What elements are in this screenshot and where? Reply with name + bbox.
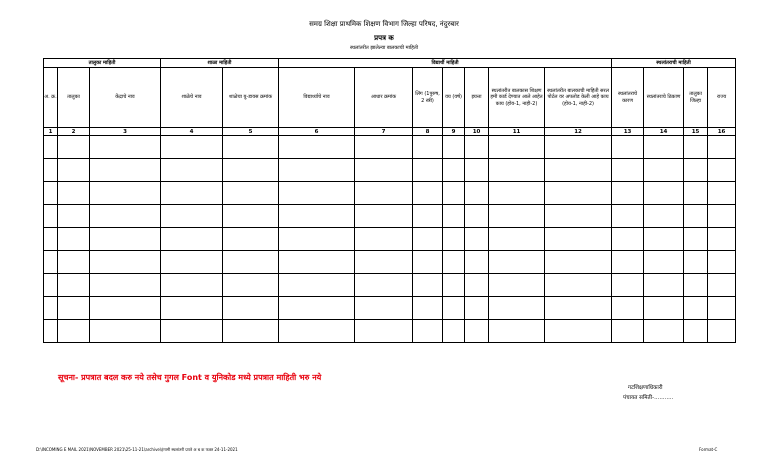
table-cell[interactable] — [644, 274, 684, 297]
table-cell[interactable] — [644, 205, 684, 228]
table-cell[interactable] — [465, 251, 489, 274]
table-cell[interactable] — [708, 251, 736, 274]
table-cell[interactable] — [44, 320, 58, 343]
table-cell[interactable] — [90, 320, 161, 343]
table-cell[interactable] — [413, 251, 443, 274]
col-taluka-district: तालुका जिल्हा — [684, 68, 708, 128]
table-cell[interactable] — [708, 182, 736, 205]
col-number: 8 — [413, 128, 443, 136]
col-saral-upload: स्थलांतरीत बालकाची माहिती सरल पोर्टल वर अपलोड केली आहे काय (होय-1, नाही-2) — [545, 68, 612, 128]
table-cell[interactable] — [489, 182, 545, 205]
column-number-row — [44, 128, 736, 136]
table-cell[interactable] — [223, 159, 279, 182]
table-cell[interactable] — [443, 274, 465, 297]
table-cell[interactable] — [612, 274, 644, 297]
table-cell[interactable] — [44, 297, 58, 320]
table-cell[interactable] — [90, 297, 161, 320]
col-student-name: विद्यार्थ्याचे नाव — [279, 68, 355, 128]
table-cell[interactable] — [413, 136, 443, 159]
table-cell[interactable] — [684, 320, 708, 343]
col-state: राज्य — [708, 68, 736, 128]
table-cell[interactable] — [545, 297, 612, 320]
col-number: 9 — [443, 128, 465, 136]
col-number: 11 — [489, 128, 545, 136]
col-number: 7 — [355, 128, 413, 136]
table-cell[interactable] — [465, 274, 489, 297]
col-number: 10 — [465, 128, 489, 136]
table-cell[interactable] — [684, 136, 708, 159]
table-cell[interactable] — [413, 274, 443, 297]
table-cell[interactable] — [355, 251, 413, 274]
table-cell[interactable] — [443, 182, 465, 205]
col-guarantee-card: स्थलांतरीत बालकास शिक्षण हमी कार्ड देण्यात आले आहेत काय (होय-1, नाही-2) — [489, 68, 545, 128]
table-row — [44, 159, 736, 182]
table-row — [44, 297, 736, 320]
table-cell[interactable] — [58, 182, 90, 205]
col-sr-no: अ. क्र. — [44, 68, 58, 128]
table-cell[interactable] — [90, 182, 161, 205]
table-cell[interactable] — [708, 228, 736, 251]
table-row — [44, 274, 736, 297]
table-cell[interactable] — [58, 320, 90, 343]
col-age: वय (वर्ष) — [443, 68, 465, 128]
table-cell[interactable] — [612, 228, 644, 251]
table-cell[interactable] — [90, 251, 161, 274]
table-body — [44, 136, 736, 343]
col-number: 5 — [223, 128, 279, 136]
table-cell[interactable] — [58, 251, 90, 274]
table-cell[interactable] — [443, 320, 465, 343]
table-cell[interactable] — [684, 297, 708, 320]
table-cell[interactable] — [465, 159, 489, 182]
table-cell[interactable] — [58, 274, 90, 297]
table-cell[interactable] — [44, 205, 58, 228]
col-number: 15 — [684, 128, 708, 136]
table-cell[interactable] — [58, 297, 90, 320]
table-cell[interactable] — [161, 136, 223, 159]
table-cell[interactable] — [708, 297, 736, 320]
table-cell[interactable] — [443, 136, 465, 159]
col-migration-place: स्थलांतराचे ठिकाण — [644, 68, 684, 128]
table-cell[interactable] — [443, 205, 465, 228]
table-cell[interactable] — [44, 228, 58, 251]
table-cell[interactable] — [44, 136, 58, 159]
table-cell[interactable] — [708, 320, 736, 343]
form-title: प्रपत्र क — [374, 34, 394, 42]
table-cell[interactable] — [355, 182, 413, 205]
table-row — [44, 205, 736, 228]
table-cell[interactable] — [545, 182, 612, 205]
table-cell[interactable] — [161, 274, 223, 297]
col-center-name: केंद्राचे नाव — [90, 68, 161, 128]
table-cell[interactable] — [489, 274, 545, 297]
table-cell[interactable] — [684, 205, 708, 228]
group-student-info: विद्यार्थी माहिती — [279, 59, 612, 68]
table-cell[interactable] — [644, 297, 684, 320]
table-row — [44, 136, 736, 159]
table-row — [44, 320, 736, 343]
col-number: 3 — [90, 128, 161, 136]
table-cell[interactable] — [161, 159, 223, 182]
table-cell[interactable] — [465, 228, 489, 251]
table-cell[interactable] — [684, 228, 708, 251]
table-cell[interactable] — [58, 159, 90, 182]
table-cell[interactable] — [684, 159, 708, 182]
table-cell[interactable] — [279, 320, 355, 343]
signatory-title: गटशिक्षणाधिकारी — [628, 385, 663, 391]
table-cell[interactable] — [161, 228, 223, 251]
signatory-office: पंचायत समिती-........... — [623, 395, 674, 401]
table-cell[interactable] — [684, 182, 708, 205]
table-cell[interactable] — [223, 228, 279, 251]
table-cell[interactable] — [644, 136, 684, 159]
table-cell[interactable] — [413, 159, 443, 182]
format-label: Format-C — [699, 447, 718, 452]
table-cell[interactable] — [465, 297, 489, 320]
table-cell[interactable] — [279, 251, 355, 274]
table-cell[interactable] — [90, 136, 161, 159]
table-cell[interactable] — [223, 320, 279, 343]
table-cell[interactable] — [161, 297, 223, 320]
table-cell[interactable] — [279, 205, 355, 228]
instruction-note: सूचना- प्रपत्रात बदल करु नये तसेच गुगल Font व युनिकोड मध्ये प्रपत्रात माहिती भरु नये — [58, 373, 322, 382]
table-cell[interactable] — [489, 136, 545, 159]
table-cell[interactable] — [279, 136, 355, 159]
table-cell[interactable] — [223, 182, 279, 205]
table-row — [44, 182, 736, 205]
table-cell[interactable] — [684, 274, 708, 297]
group-migration-info: स्थलांतराची माहिती — [612, 59, 736, 68]
table-cell[interactable] — [612, 320, 644, 343]
table-cell[interactable] — [355, 136, 413, 159]
table-cell[interactable] — [644, 228, 684, 251]
table-cell[interactable] — [355, 159, 413, 182]
table-cell[interactable] — [161, 251, 223, 274]
table-cell[interactable] — [90, 274, 161, 297]
table-cell[interactable] — [413, 228, 443, 251]
table-cell[interactable] — [708, 159, 736, 182]
table-cell[interactable] — [44, 251, 58, 274]
col-aadhaar-number: आधार क्रमांक — [355, 68, 413, 128]
table-cell[interactable] — [708, 136, 736, 159]
table-cell[interactable] — [612, 182, 644, 205]
table-cell[interactable] — [545, 320, 612, 343]
col-number: 2 — [58, 128, 90, 136]
table-cell[interactable] — [612, 159, 644, 182]
table-cell[interactable] — [465, 205, 489, 228]
table-cell[interactable] — [161, 320, 223, 343]
col-number: 12 — [545, 128, 612, 136]
col-number: 4 — [161, 128, 223, 136]
table-cell[interactable] — [279, 297, 355, 320]
table-cell[interactable] — [413, 297, 443, 320]
table-cell[interactable] — [489, 297, 545, 320]
table-row — [44, 251, 736, 274]
table-cell[interactable] — [413, 320, 443, 343]
table-cell[interactable] — [279, 182, 355, 205]
table-cell[interactable] — [443, 297, 465, 320]
table-cell[interactable] — [223, 274, 279, 297]
table-cell[interactable] — [612, 136, 644, 159]
table-cell[interactable] — [684, 251, 708, 274]
table-cell[interactable] — [612, 297, 644, 320]
table-cell[interactable] — [489, 251, 545, 274]
table-cell[interactable] — [644, 320, 684, 343]
table-cell[interactable] — [489, 159, 545, 182]
table-cell[interactable] — [223, 297, 279, 320]
table-cell[interactable] — [161, 182, 223, 205]
table-cell[interactable] — [489, 205, 545, 228]
table-cell[interactable] — [355, 297, 413, 320]
table-cell[interactable] — [58, 205, 90, 228]
table-cell[interactable] — [612, 205, 644, 228]
table-cell[interactable] — [58, 136, 90, 159]
table-cell[interactable] — [355, 274, 413, 297]
col-number: 6 — [279, 128, 355, 136]
table-cell[interactable] — [413, 205, 443, 228]
table-cell[interactable] — [44, 274, 58, 297]
table-cell[interactable] — [644, 251, 684, 274]
table-row — [44, 228, 736, 251]
col-school-name: शाळेचे नाव — [161, 68, 223, 128]
table-cell[interactable] — [545, 274, 612, 297]
file-path: D:\INCOMING E MAIL 2021\NOVEMBER 2021\25-11-21\archive\हंगामी स्थलांतरी प्रपत्रे अ ब क फक्त 24-11-2021 — [36, 447, 238, 452]
table-cell[interactable] — [44, 182, 58, 205]
table-cell[interactable] — [44, 159, 58, 182]
col-class: इयत्ता — [465, 68, 489, 128]
table-cell[interactable] — [708, 274, 736, 297]
table-cell[interactable] — [708, 205, 736, 228]
table-cell[interactable] — [279, 159, 355, 182]
table-cell[interactable] — [489, 228, 545, 251]
table-cell[interactable] — [644, 159, 684, 182]
table-cell[interactable] — [279, 274, 355, 297]
table-cell[interactable] — [443, 228, 465, 251]
table-cell[interactable] — [465, 136, 489, 159]
table-cell[interactable] — [545, 159, 612, 182]
col-number: 1 — [44, 128, 58, 136]
table-cell[interactable] — [90, 205, 161, 228]
col-udise-number: शाळेचा यु-डायस क्रमांक — [223, 68, 279, 128]
col-migration-reason: स्थलांतराचे कारण — [612, 68, 644, 128]
table-cell[interactable] — [545, 205, 612, 228]
group-school-info: शाळा माहिती — [161, 59, 279, 68]
table-cell[interactable] — [223, 251, 279, 274]
table-cell[interactable] — [58, 228, 90, 251]
migration-table — [43, 58, 736, 343]
col-number: 14 — [644, 128, 684, 136]
table-cell[interactable] — [279, 228, 355, 251]
table-cell[interactable] — [355, 228, 413, 251]
table-cell[interactable] — [223, 136, 279, 159]
col-number: 13 — [612, 128, 644, 136]
group-taluka-info: तालुका माहिती — [44, 59, 161, 68]
table-cell[interactable] — [355, 205, 413, 228]
table-cell[interactable] — [223, 205, 279, 228]
table-cell[interactable] — [443, 251, 465, 274]
table-cell[interactable] — [489, 320, 545, 343]
table-cell[interactable] — [355, 320, 413, 343]
col-taluka: तालुका — [58, 68, 90, 128]
table-cell[interactable] — [413, 182, 443, 205]
table-cell[interactable] — [465, 320, 489, 343]
col-gender: लिंग (1पुरुष, 2 स्त्री) — [413, 68, 443, 128]
table-cell[interactable] — [644, 182, 684, 205]
table-cell[interactable] — [545, 136, 612, 159]
table-cell[interactable] — [612, 251, 644, 274]
office-title: समग्र शिक्षा प्राथमिक शिक्षण विभाग जिल्हा परिषद, नंदुरबार — [309, 20, 459, 28]
table-cell[interactable] — [545, 228, 612, 251]
table-cell[interactable] — [545, 251, 612, 274]
form-subtitle: स्थलांतरीत झालेल्या बालकाची माहिती — [349, 45, 418, 51]
col-number: 16 — [708, 128, 736, 136]
table-cell[interactable] — [443, 159, 465, 182]
table-cell[interactable] — [90, 228, 161, 251]
table-cell[interactable] — [161, 205, 223, 228]
table-cell[interactable] — [90, 159, 161, 182]
table-cell[interactable] — [465, 182, 489, 205]
